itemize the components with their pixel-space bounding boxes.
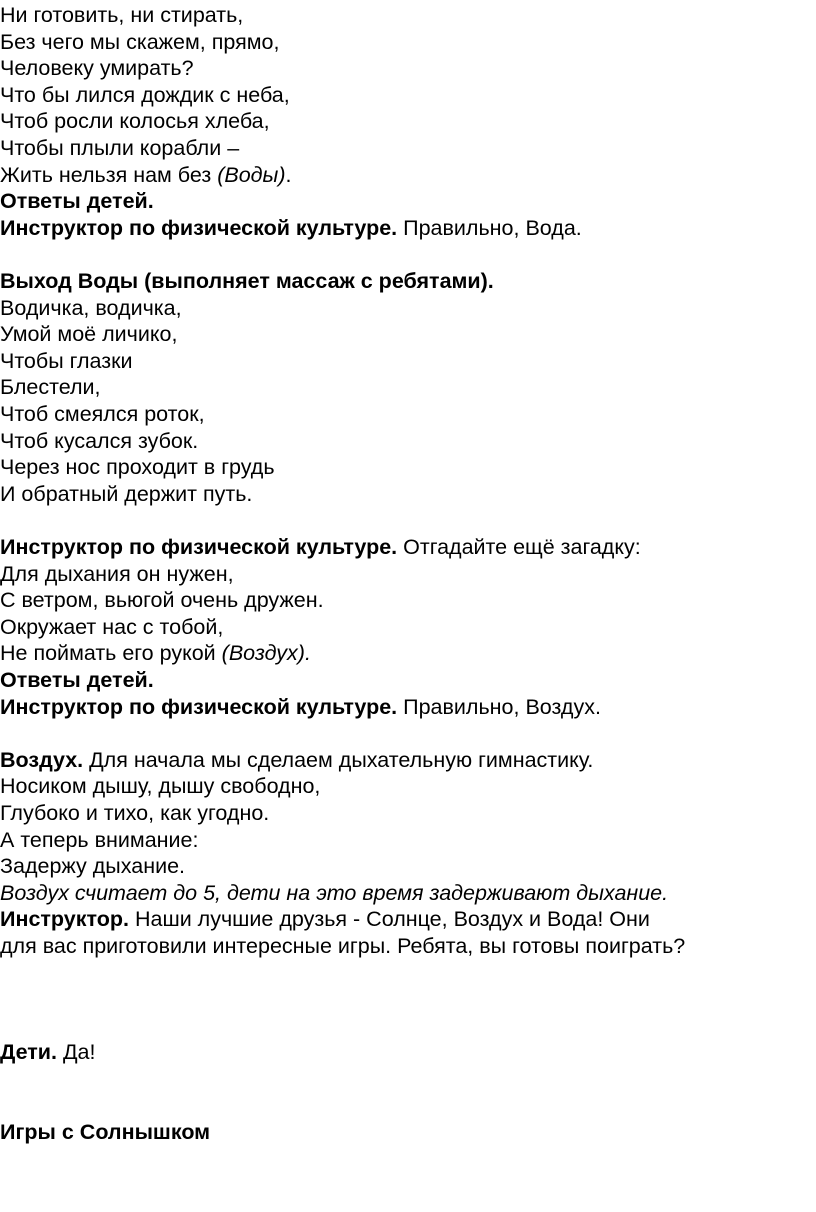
text-run: Чтоб кусался зубок. bbox=[0, 428, 199, 453]
text-run: Правильно, Вода. bbox=[397, 215, 582, 240]
text-line bbox=[0, 188, 154, 215]
text-line bbox=[0, 162, 292, 189]
text-run: Без чего мы скажем, прямо, bbox=[0, 29, 280, 54]
italic-text: (Воздух). bbox=[221, 641, 311, 666]
text-line bbox=[0, 401, 205, 428]
text-run: Блестели, bbox=[0, 375, 101, 400]
text-line bbox=[0, 561, 234, 588]
text-line bbox=[0, 773, 320, 800]
text-line bbox=[0, 747, 593, 774]
text-line bbox=[0, 454, 275, 481]
bold-text: Ответы детей. bbox=[0, 668, 154, 692]
text-run: . bbox=[285, 162, 292, 187]
text-run: Не поймать его рукой bbox=[0, 641, 222, 666]
text-line bbox=[0, 800, 269, 827]
text-run: Что бы лился дождик с неба, bbox=[0, 82, 290, 107]
text-run: Задержу дыхание. bbox=[0, 854, 186, 879]
text-line bbox=[0, 694, 601, 721]
text-run: Через нос проходит в грудь bbox=[0, 455, 275, 480]
text-line bbox=[0, 933, 685, 960]
text-run: Чтоб росли колосья хлеба, bbox=[0, 109, 270, 134]
text-line bbox=[0, 481, 252, 508]
bold-text: Дети. bbox=[0, 1040, 57, 1065]
text-run: Водичка, водичка, bbox=[0, 295, 182, 320]
text-line bbox=[0, 534, 641, 561]
text-run: Наши лучшие друзья - Солнце, Воздух и Вода! Они bbox=[128, 907, 650, 932]
text-line bbox=[0, 268, 494, 295]
text-line bbox=[0, 853, 185, 880]
text-line bbox=[0, 428, 198, 455]
text-run: Носиком дышу, дышу свободно, bbox=[0, 774, 321, 799]
bold-text: Ответы детей. bbox=[0, 189, 154, 214]
text-line bbox=[0, 587, 324, 614]
text-run: Правильно, Воздух. bbox=[397, 694, 601, 719]
text-run: С ветром, вьюгой очень дружен. bbox=[0, 588, 324, 613]
text-line bbox=[0, 827, 198, 854]
bold-text: Выход Воды (выполняет массаж с ребятами). bbox=[0, 269, 494, 293]
text-line bbox=[0, 1119, 210, 1146]
text-line bbox=[0, 215, 582, 242]
text-line bbox=[0, 906, 650, 933]
text-run: Окружает нас с тобой, bbox=[0, 614, 224, 639]
text-run: Чтобы плыли корабли – bbox=[0, 136, 240, 160]
text-line bbox=[0, 374, 101, 401]
bold-text: Инструктор по физической культуре. bbox=[0, 535, 398, 559]
text-run: для вас приготовили интересные игры. Ребята, вы готовы поиграть? bbox=[0, 934, 686, 958]
text-line bbox=[0, 135, 239, 162]
text-run: Человеку умирать? bbox=[0, 56, 194, 81]
text-line bbox=[0, 614, 223, 641]
bold-text: Воздух. bbox=[0, 747, 84, 772]
text-line bbox=[0, 321, 177, 348]
text-line bbox=[0, 348, 133, 375]
text-line bbox=[0, 108, 270, 135]
text-run: Для дыхания он нужен, bbox=[0, 561, 234, 586]
text-run: Жить нельзя нам без bbox=[0, 162, 218, 187]
text-line bbox=[0, 82, 290, 109]
bold-text: Инструктор по физической культуре. bbox=[0, 215, 398, 240]
text-run: Умой моё личико, bbox=[0, 322, 178, 347]
text-line bbox=[0, 29, 279, 56]
bold-text: Игры с Солнышком bbox=[0, 1120, 211, 1145]
text-line bbox=[0, 667, 154, 694]
text-line bbox=[0, 880, 668, 907]
text-line bbox=[0, 1039, 95, 1066]
text-run: Ни готовить, ни стирать, bbox=[0, 3, 244, 27]
text-run: И обратный держит путь. bbox=[0, 481, 253, 506]
text-run: Отгадайте ещё загадку: bbox=[397, 535, 641, 559]
italic-text: Воздух считает до 5, дети на это время задерживают дыхание. bbox=[0, 880, 669, 905]
text-line bbox=[0, 295, 182, 322]
bold-text: Инструктор по физической культуре. bbox=[0, 694, 398, 719]
text-line bbox=[0, 2, 243, 29]
text-run: Чтоб смеялся роток, bbox=[0, 402, 205, 426]
text-run: Чтобы глазки bbox=[0, 348, 133, 373]
italic-text: (Воды) bbox=[217, 162, 286, 187]
text-run: Для начала мы сделаем дыхательную гимнастику. bbox=[83, 747, 594, 772]
text-run: А теперь внимание: bbox=[0, 827, 199, 852]
text-line bbox=[0, 640, 311, 667]
bold-text: Инструктор. bbox=[0, 907, 129, 932]
text-line bbox=[0, 55, 194, 82]
text-run: Да! bbox=[56, 1040, 96, 1065]
text-run: Глубоко и тихо, как угодно. bbox=[0, 801, 270, 825]
